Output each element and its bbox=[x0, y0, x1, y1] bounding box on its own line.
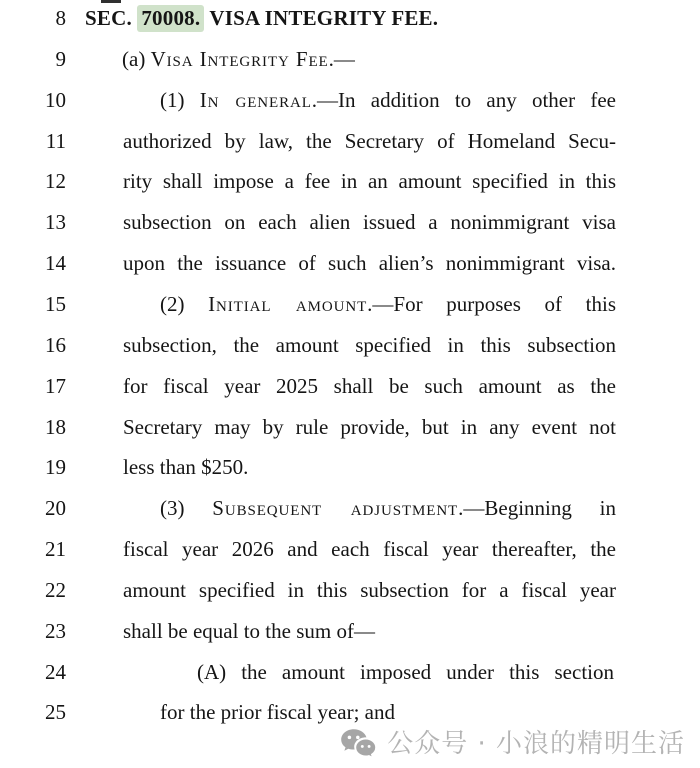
line-text bbox=[123, 371, 616, 401]
bill-line bbox=[0, 248, 700, 289]
bill-line bbox=[0, 452, 700, 493]
text-segment: for fiscal year 2025 shall be such amount as the bbox=[123, 373, 616, 398]
line-number: 8 bbox=[55, 6, 66, 30]
bill-line bbox=[0, 3, 700, 44]
text-segment: subsection on each alien issued a nonimmigrant visa bbox=[123, 210, 616, 235]
bill-line bbox=[0, 493, 700, 534]
line-number: 9 bbox=[55, 46, 66, 71]
line-number: 11 bbox=[45, 128, 66, 153]
text-segment: (1) bbox=[160, 87, 200, 112]
text-segment: (2) bbox=[160, 291, 209, 316]
bill-line bbox=[0, 657, 700, 698]
text-segment: SEC. bbox=[85, 6, 138, 30]
bill-line bbox=[0, 575, 700, 616]
line-number: 18 bbox=[45, 414, 66, 439]
line-number: 22 bbox=[45, 577, 66, 602]
line-text bbox=[123, 330, 616, 360]
text-segment: .—Beginning in bbox=[458, 496, 616, 521]
line-number: 19 bbox=[45, 455, 66, 480]
text-segment: upon the issuance of such alien’s nonimmigrant visa. bbox=[123, 251, 616, 276]
bill-line bbox=[0, 85, 700, 126]
bill-line bbox=[0, 289, 700, 330]
bill-line bbox=[0, 126, 700, 167]
line-text bbox=[85, 3, 616, 33]
text-segment: .—In addition to any other fee bbox=[311, 87, 616, 112]
text-segment: amount specified in this subsection for a fiscal year bbox=[123, 577, 616, 602]
text-segment: shall be equal to the sum of— bbox=[123, 618, 375, 643]
line-number: 13 bbox=[45, 210, 66, 235]
text-segment: Initial amount bbox=[208, 291, 368, 316]
bill-line bbox=[0, 534, 700, 575]
text-segment: rity shall impose a fee in an amount specified in this bbox=[123, 169, 616, 194]
watermark bbox=[340, 728, 685, 759]
bill-line bbox=[0, 166, 700, 207]
text-segment: for the prior fiscal year; and bbox=[160, 700, 395, 725]
bill-line bbox=[0, 371, 700, 412]
watermark-text: 公众号 · 小浪的精明生活 bbox=[387, 728, 685, 759]
line-text bbox=[123, 126, 616, 156]
text-segment: less than $250. bbox=[123, 455, 249, 480]
text-segment: fiscal year 2026 and each fiscal year thereafter, the bbox=[123, 537, 616, 562]
line-number: 17 bbox=[45, 373, 66, 398]
line-text bbox=[123, 166, 616, 196]
text-segment: Subsequent adjustment bbox=[212, 496, 459, 521]
line-text bbox=[160, 85, 616, 115]
text-segment: Secretary may by rule provide, but in any event not bbox=[123, 414, 616, 439]
wechat-icon bbox=[340, 728, 378, 759]
line-number: 25 bbox=[45, 700, 66, 725]
line-number: 14 bbox=[45, 251, 66, 276]
text-segment: Visa Integrity Fee bbox=[150, 46, 329, 71]
line-number: 24 bbox=[45, 659, 66, 684]
bill-line bbox=[0, 207, 700, 248]
line-text bbox=[160, 289, 616, 319]
bill-line bbox=[0, 330, 700, 371]
line-text bbox=[123, 616, 616, 646]
text-segment: VISA INTEGRITY FEE. bbox=[204, 6, 439, 30]
text-segment: subsection, the amount specified in this subsection bbox=[123, 332, 616, 357]
line-number: 10 bbox=[45, 87, 66, 112]
line-number: 15 bbox=[45, 291, 66, 316]
text-segment: .— bbox=[328, 46, 355, 71]
bill-line bbox=[0, 412, 700, 453]
line-number: 12 bbox=[45, 169, 66, 194]
line-number: 16 bbox=[45, 332, 66, 357]
line-text bbox=[160, 493, 616, 523]
bill-line bbox=[0, 44, 700, 85]
line-number: 20 bbox=[45, 496, 66, 521]
line-text bbox=[123, 412, 616, 442]
text-segment: (A) the amount imposed under this section bbox=[197, 659, 614, 684]
line-text bbox=[122, 44, 616, 74]
line-number: 23 bbox=[45, 618, 66, 643]
text-segment: (3) bbox=[160, 496, 213, 521]
section-number-highlight: 70008. bbox=[137, 5, 204, 32]
line-text bbox=[197, 657, 614, 687]
line-text bbox=[123, 452, 616, 482]
text-segment: authorized by law, the Secretary of Homeland Secu- bbox=[123, 128, 616, 153]
text-segment: (a) bbox=[122, 46, 151, 71]
line-text bbox=[123, 575, 616, 605]
line-number: 21 bbox=[45, 537, 66, 562]
line-text bbox=[123, 248, 616, 278]
text-segment: In general bbox=[199, 87, 312, 112]
line-text bbox=[123, 207, 616, 237]
bill-line bbox=[0, 616, 700, 657]
line-text bbox=[123, 534, 616, 564]
line-text bbox=[160, 697, 616, 727]
text-segment: .—For purposes of this bbox=[367, 291, 616, 316]
